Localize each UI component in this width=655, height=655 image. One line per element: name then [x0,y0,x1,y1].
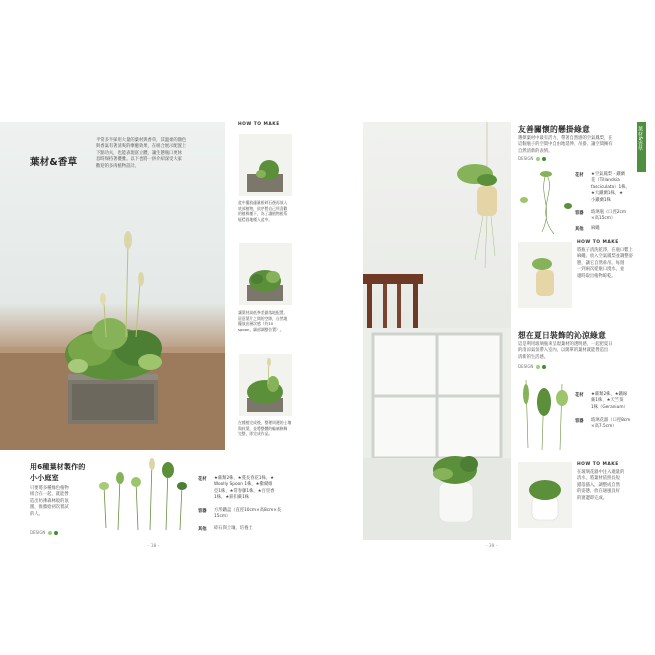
section-1-how-text: 將瓶子清洗乾淨，在瓶口繫上 麻繩，放入空氣鳳梨並調整姿 態，讓它自然垂吊。每週 一到兩次從瓶口澆水，並 適時取出植物晾乾。 [577,248,633,279]
step-3-photo [239,354,292,416]
step-2-photo [239,243,292,305]
materials-illustration [92,456,192,534]
section-1-other-label: 其他 [575,227,584,232]
section-1-howto-photo [518,242,572,308]
section-1-howto-illustration [518,242,572,308]
right-page-number: - 39 - [486,544,498,549]
step-3-text: 在種植完成後，整理周邊的土壤 與枝葉，並將整體的輪廓修飾 完整，即完成作品。 [238,420,292,437]
step-2-text: 讓葉材高低參差錯落地配置， 留意葉片之間的空隙，自然地 擺放出層次感（約10 spoon，細部調整位置）。 [238,310,288,332]
section-1-design-rating [518,156,546,161]
section-1-design-label: DESIGN [518,156,534,161]
s1-rating-dot-2 [542,157,546,161]
step-2-illustration [239,243,292,305]
section-1-text: 選擇葉材中最有活力、帶著自然感的空氣鳳梨，在 這個瓶子的空間中自由地延伸、吊掛，讓空間擁有 自然清新的表情。 [518,136,613,154]
section-1-material-label: 花材 [575,173,584,178]
side-tab-label: 葉材&香草 [637,126,643,151]
side-tab [637,122,646,172]
design-label: DESIGN [30,530,46,535]
section-2-material-label: 花材 [575,393,584,398]
section-2-material-illustration [518,374,574,454]
section-1-container-text: 玻璃瓶（口徑2cm ×高15cm） [591,210,627,222]
section-2-material-text: ★蕨類2株、★鐵線 蕨1株、★天竺葵 1株（Geranium） [591,392,628,410]
rating-dot-2 [54,531,58,535]
hanging-plant-photo [363,122,511,328]
material-text: ★蕨類2株，★蔓長春花1株，★ Woolly Spoon 1株，★撒爾維 亞1株，★常春藤1株，★百里香 1株，★鈕扣蕨1株 [214,476,275,501]
section-2-title: 想在夏日裝飾的沁涼綠意 [518,331,606,340]
section-2-text: 這是利用玻璃瓶來呈現葉材的透明感，一起把夏日 的清涼氣氛帶入室內，以簡單的葉材就能營造出 清新的生活感。 [518,342,613,360]
step-1-illustration [239,134,292,196]
section-1-material-illustration [518,166,574,238]
left-page [0,122,292,552]
intro-text: 平常多半採用大量的葉材與香草，其溫柔的顏色 與香氣有著清爽的療癒效果，在組合展示配置上 下點功夫，也能表現富立體，讓生態瓶口更休 息時保持著優雅。以下也將一併介紹深受大家 歡迎的多肉植物設計。 [96,138,187,169]
section-2-howto-photo [518,462,572,528]
section-2-container-text: 玻璃花器（口徑8cm ×高7.5cm） [591,418,631,430]
section-1-how-to-make: HOW TO MAKE [577,240,619,245]
section-2-howto-illustration [518,462,572,528]
other-text: 碎石與土壤、培養土 [214,526,253,531]
right-page [363,122,655,552]
section-1-material-text: ★空氣鳳梨・鐵蘭 花（Tillandsia fasciculata）1株、 ★大鐵蘭1株、★ 小鐵蘭1株 [591,172,630,203]
step-1-text: 盆中擺放適量根碎石後再放入 底部植物，依序將自己所喜歡 的植株種下，為了讓植物根系 能穩固地種入盆中。 [238,200,288,222]
section-2-container-label: 容器 [575,419,584,424]
section-1-other-text: 麻繩 [591,226,600,231]
container-text: 方形鐵盒（直徑10cm×高8cm×長 15cm） [214,508,282,520]
section-2-design-label: DESIGN [518,364,534,369]
section-2-material-photo [518,374,574,454]
section-2-how-text: 在玻璃花器中注入適量的 清水，將葉材依照長短 錯落插入，調整成自然 的姿態，放在通風良好 的窗邊即完成。 [577,470,625,501]
container-label: 容器 [198,509,207,514]
design-rating [30,530,58,535]
materials-photo [92,456,192,534]
section-2-how-to-make: HOW TO MAKE [577,462,619,467]
rating-dot-1 [48,531,52,535]
how-to-make-heading: HOW TO MAKE [238,122,280,127]
step-3-illustration [239,354,292,416]
section-1-title: 友善關懷的懸掛綠意 [518,125,590,134]
hero-photo [0,122,225,450]
s1-rating-dot-1 [536,157,540,161]
section-1-material-photo [518,166,574,238]
hanging-plant-illustration [363,122,511,328]
potted-herbs-illustration [0,122,225,450]
section-1-container-label: 容器 [575,211,584,216]
left-page-number: - 38 - [148,544,160,549]
material-label: 花材 [198,477,207,482]
bottom-section-title: 用6種葉材製作的 小小庭室 [30,463,86,482]
s2-rating-dot-2 [542,365,546,369]
glass-fern-illustration [363,328,511,540]
other-label: 其他 [198,527,207,532]
bottom-section-text: 只要將多種綠色植物 組合在一起，就能營 造出彷彿森林般的氛 圍，推薦給初次嘗試 的人。 [30,486,69,517]
glass-fern-photo [363,328,511,540]
s2-rating-dot-1 [536,365,540,369]
step-1-photo [239,134,292,196]
page-title: 葉材&香草 [30,157,78,168]
section-2-design-rating [518,364,546,369]
